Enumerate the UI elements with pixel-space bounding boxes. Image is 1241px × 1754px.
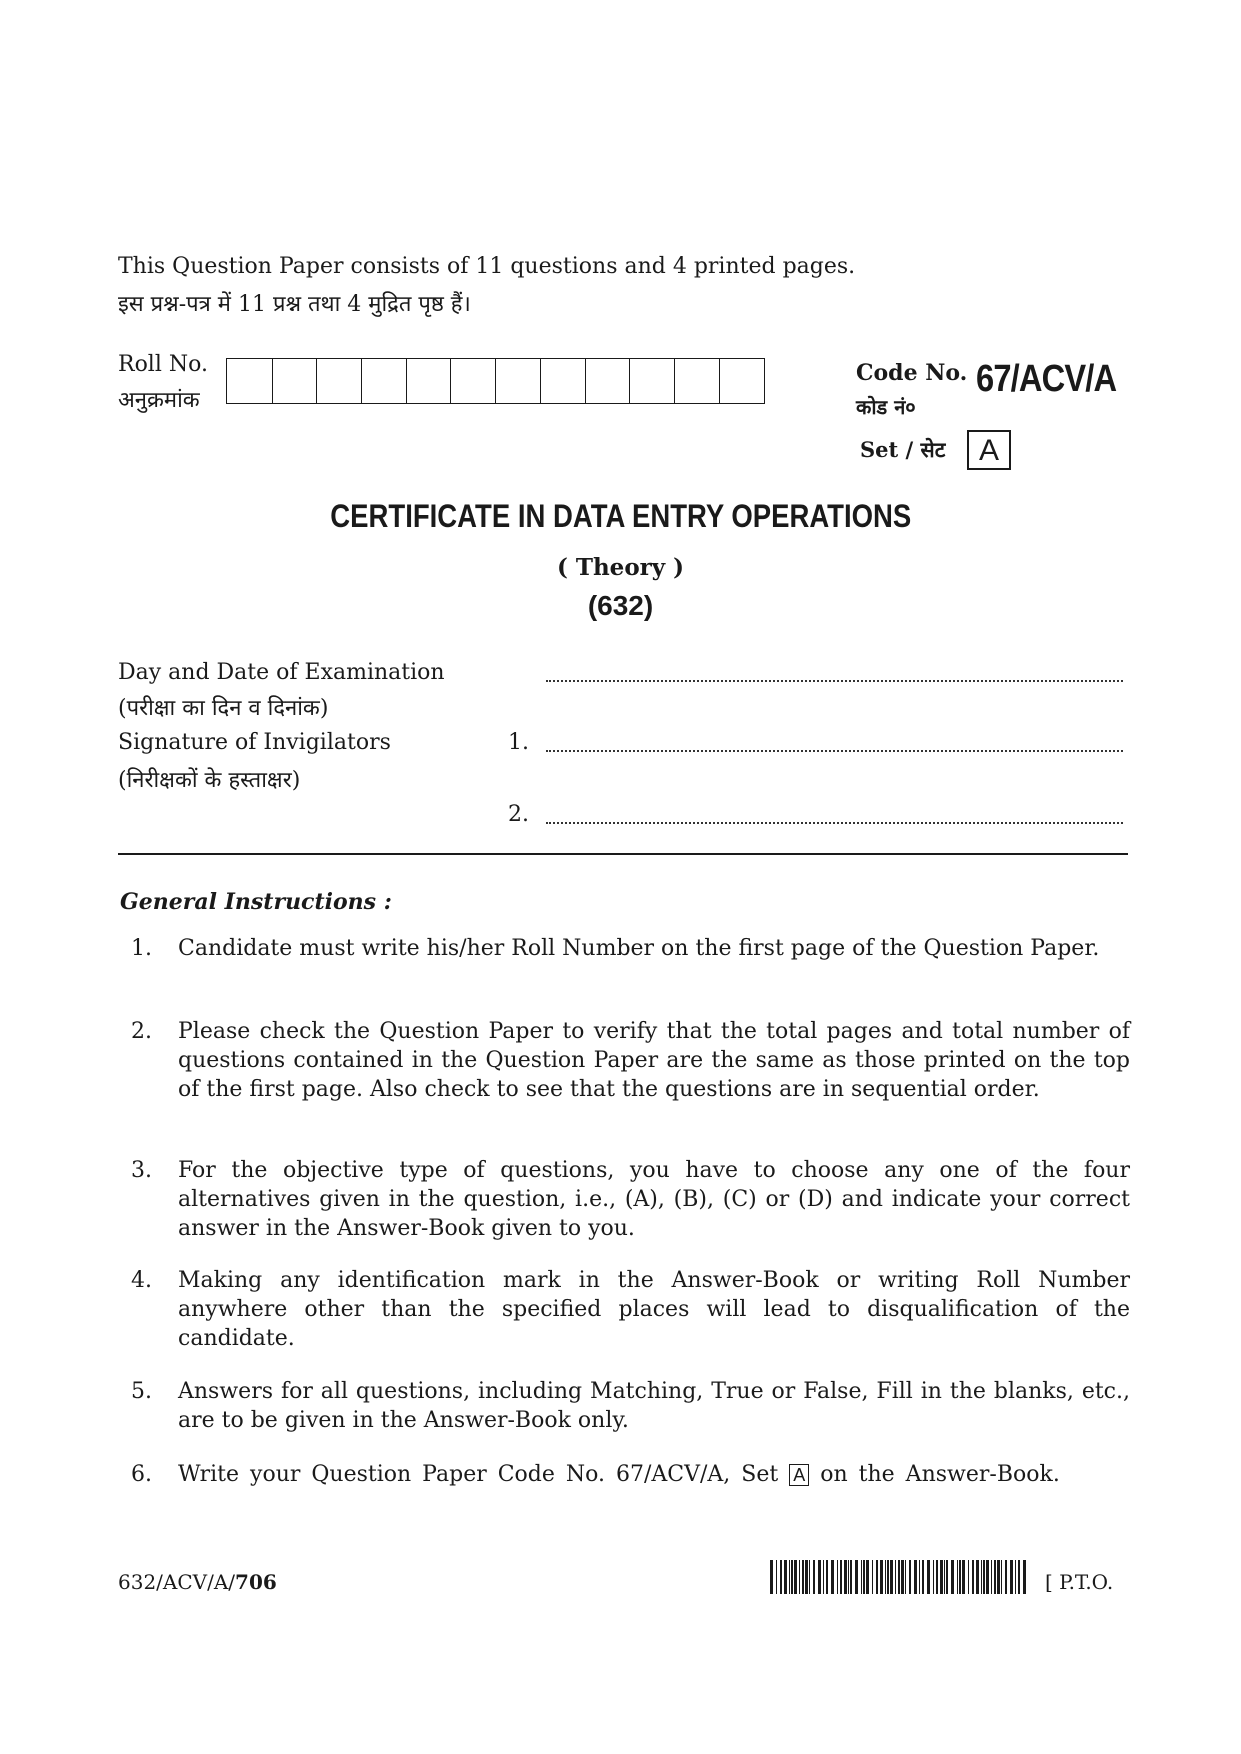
instruction-text — [178, 1460, 1130, 1489]
instruction-text: Please check the Question Paper to verify that the total pages and total number of questions contained in the Question Paper are the same as those printed on the top of the first page. Also check to see that the questions are in sequential order. — [178, 1019, 1130, 1102]
roll-digit-box[interactable] — [227, 359, 272, 403]
instruction-number: 4. — [131, 1268, 152, 1293]
roll-digit-box[interactable] — [719, 359, 764, 403]
roll-digit-box[interactable] — [495, 359, 540, 403]
roll-digit-box[interactable] — [361, 359, 406, 403]
signature-field-2[interactable] — [546, 822, 1123, 824]
day-date-field[interactable] — [546, 680, 1123, 682]
page-count-line-hi: इस प्रश्न-पत्र में 11 प्रश्न तथा 4 मुद्रित पृष्ठ हैं। — [118, 292, 471, 317]
instruction-number: 6. — [131, 1462, 152, 1487]
instruction-text: Candidate must write his/her Roll Number on the first page of the Question Paper. — [178, 936, 1100, 961]
code-label-hi: कोड नं० — [856, 395, 916, 419]
roll-digit-box[interactable] — [316, 359, 361, 403]
roll-digit-box[interactable] — [450, 359, 495, 403]
instruction-text: For the objective type of questions, you have to choose any one of the four alternatives given in the question, i.e., (A), (B), (C) or (D) and indicate your correct answer in the Answer-Book given to you. — [178, 1158, 1130, 1241]
roll-digit-box[interactable] — [272, 359, 317, 403]
signature-number-2: 2. — [508, 802, 529, 827]
subject-code: (632) — [587, 590, 654, 621]
day-date-label-en: Day and Date of Examination — [118, 660, 445, 685]
roll-label-en: Roll No. — [118, 352, 208, 377]
roll-digit-box[interactable] — [629, 359, 674, 403]
set-inline-box: A — [789, 1464, 809, 1486]
signature-label-en: Signature of Invigilators — [118, 730, 391, 755]
roll-label-hi: अनुक्रमांक — [118, 388, 200, 413]
roll-number-boxes[interactable] — [226, 358, 765, 404]
roll-digit-box[interactable] — [406, 359, 451, 403]
instruction-number: 5. — [131, 1379, 152, 1404]
instruction-number: 2. — [131, 1019, 152, 1044]
code-label-en: Code No. — [856, 360, 968, 386]
instruction-number: 1. — [131, 936, 152, 961]
roll-digit-box[interactable] — [674, 359, 719, 403]
instruction-text: Answers for all questions, including Matching, True or False, Fill in the blanks, etc., are to be given in the Answer-Book only. — [178, 1379, 1130, 1433]
roll-digit-box[interactable] — [540, 359, 585, 403]
instruction-number: 3. — [131, 1158, 152, 1183]
footer-code-bold: 706 — [235, 1570, 277, 1594]
instruction-text: Making any identification mark in the Answer-Book or writing Roll Number anywhere other than the specified places will lead to disqualification of the candidate. — [178, 1268, 1130, 1351]
instruction-text-after: on the Answer-Book. — [820, 1462, 1060, 1487]
roll-digit-box[interactable] — [585, 359, 630, 403]
footer-code-prefix: 632/ACV/A/ — [118, 1570, 236, 1594]
signature-number-1: 1. — [508, 730, 529, 755]
exam-subtitle: ( Theory ) — [556, 554, 685, 581]
exam-title — [0, 498, 1241, 535]
instructions-heading: General Instructions : — [120, 889, 392, 915]
set-label: Set / सेट — [860, 437, 946, 462]
signature-label-hi: (निरीक्षकों के हस्ताक्षर) — [118, 768, 301, 793]
paper-code: 67/ACV/A — [976, 358, 1117, 400]
instruction-text-before: Write your Question Paper Code No. 67/ACV/A, Set — [178, 1462, 779, 1487]
signature-field-1[interactable] — [546, 750, 1123, 752]
pto-label: [ P.T.O. — [1045, 1570, 1114, 1594]
barcode-icon — [770, 1560, 1032, 1594]
page-count-line-en: This Question Paper consists of 11 questions and 4 printed pages. — [118, 254, 856, 279]
footer-code — [118, 1570, 277, 1594]
day-date-label-hi: (परीक्षा का दिन व दिनांक) — [118, 696, 329, 721]
set-box: A — [967, 430, 1011, 470]
divider — [118, 853, 1128, 855]
exam-title-text: CERTIFICATE IN DATA ENTRY OPERATIONS — [330, 498, 911, 534]
